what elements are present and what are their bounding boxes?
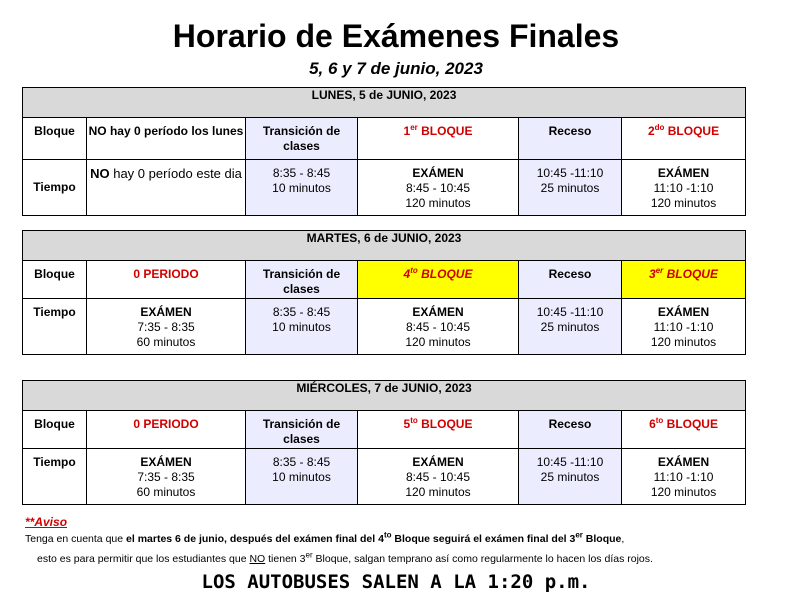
schedule-table-lunes — [22, 87, 746, 216]
day-header: MARTES, 6 de JUNIO, 2023 — [23, 231, 746, 261]
block1-header: $4^{to}$ BLOQUE — [358, 261, 519, 299]
block1-header: 1er BLOQUE — [358, 118, 519, 160]
block2-time: EXÁMEN 11:10 -1:10 120 minutos — [622, 299, 746, 355]
col1-header: NO hay 0 período los lunes — [87, 118, 246, 160]
row-label-tiempo: Tiempo — [23, 160, 87, 216]
notice-line-1: Tenga en cuenta que el martes 6 de junio, después del exámen final del $4^{to}$ Bloque seguirá el exámen final del 3er Bloque, — [25, 530, 625, 545]
transition-header: Transición de clases — [246, 411, 358, 449]
row-label-bloque: Bloque — [23, 118, 87, 160]
page-title: Horario de Exámenes Finales — [172, 18, 620, 54]
notice-title: **Aviso — [25, 515, 68, 529]
notice-line-2: esto es para permitir que los estudiantes que NO tienen 3er Bloque, salgan temprano así como regularmente lo hacen los días rojos. — [37, 550, 653, 565]
schedule-table-miercoles — [22, 380, 746, 505]
schedule-table-martes — [22, 230, 746, 355]
row-label-bloque: Bloque — [23, 261, 87, 299]
block2-header: 3er BLOQUE — [622, 261, 746, 299]
col1-time: EXÁMEN 7:35 - 8:35 60 minutos — [87, 299, 246, 355]
receso-header: Receso — [519, 261, 622, 299]
row-label-tiempo: Tiempo — [23, 449, 87, 505]
block2-header: $2^{do}$ BLOQUE — [622, 118, 746, 160]
block1-time: EXÁMEN 8:45 - 10:45 120 minutos — [358, 449, 519, 505]
receso-time: 10:45 -11:10 25 minutos — [519, 449, 622, 505]
col1-header: 0 PERIODO — [87, 261, 246, 299]
day-header: LUNES, 5 de JUNIO, 2023 — [23, 88, 746, 118]
row-label-bloque: Bloque — [23, 411, 87, 449]
transition-header: Transición de clases — [246, 261, 358, 299]
row-label-tiempo: Tiempo — [23, 299, 87, 355]
transition-time: 8:35 - 8:45 10 minutos — [246, 160, 358, 216]
receso-header: Receso — [519, 411, 622, 449]
receso-header: Receso — [519, 118, 622, 160]
transition-time: 8:35 - 8:45 10 minutos — [246, 299, 358, 355]
block2-header: $6^{to}$ BLOQUE — [622, 411, 746, 449]
transition-header: Transición de clases — [246, 118, 358, 160]
block2-time: EXÁMEN 11:10 -1:10 120 minutos — [622, 160, 746, 216]
receso-time: 10:45 -11:10 25 minutos — [519, 299, 622, 355]
block1-time: EXÁMEN 8:45 - 10:45 120 minutos — [358, 299, 519, 355]
receso-time: 10:45 -11:10 25 minutos — [519, 160, 622, 216]
col1-time: NO hay 0 período este dia — [87, 160, 246, 216]
block2-time: EXÁMEN 11:10 -1:10 120 minutos — [622, 449, 746, 505]
page-subtitle: 5, 6 y 7 de junio, 2023 — [309, 59, 483, 78]
col1-time: EXÁMEN 7:35 - 8:35 60 minutos — [87, 449, 246, 505]
col1-header: 0 PERIODO — [87, 411, 246, 449]
day-header: MIÉRCOLES, 7 de JUNIO, 2023 — [23, 381, 746, 411]
block1-time: EXÁMEN 8:45 - 10:45 120 minutos — [358, 160, 519, 216]
bus-departure-notice: LOS AUTOBUSES SALEN A LA 1:20 p.m. — [201, 571, 591, 593]
transition-time: 8:35 - 8:45 10 minutos — [246, 449, 358, 505]
block1-header: $5^{to}$ BLOQUE — [358, 411, 519, 449]
